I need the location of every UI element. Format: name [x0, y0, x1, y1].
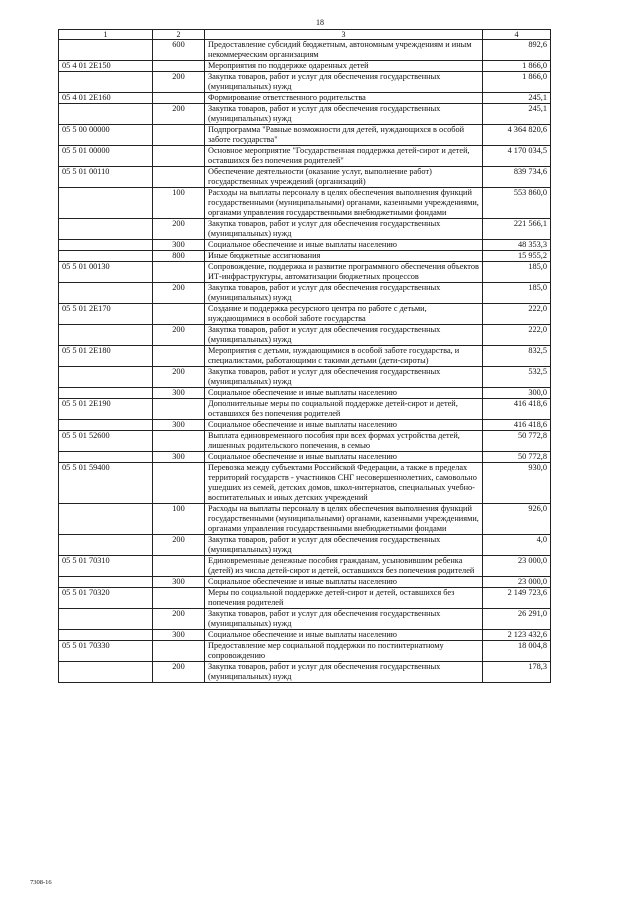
table-row — [59, 630, 551, 641]
row-description-cell: Социальное обеспечение и иные выплаты населению — [205, 577, 483, 588]
table-row — [59, 251, 551, 262]
row-amount-cell: 50 772,8 — [483, 452, 551, 463]
row-description-cell: Предоставление субсидий бюджетным, автономным учреждениям и иным некоммерческим организациям — [205, 40, 483, 61]
table-row — [59, 72, 551, 93]
row-type-cell: 800 — [153, 251, 205, 262]
row-code-cell — [59, 325, 153, 346]
row-code-cell: 05 5 01 70330 — [59, 641, 153, 662]
row-description-cell: Перевозка между субъектами Российской Федерации, а также в пределах территорий государств - участников СНГ несовершеннолетних, самовольно ушедших из семей, детских домов, школ-интернатов, специальных учебно-воспитательных и иных детских учреждений — [205, 463, 483, 504]
row-code-cell: 05 5 01 00110 — [59, 167, 153, 188]
row-code-cell — [59, 630, 153, 641]
row-type-cell: 300 — [153, 420, 205, 431]
budget-table — [58, 29, 551, 683]
row-code-cell: 05 5 01 00000 — [59, 146, 153, 167]
document-footer-code: 7308-16 — [30, 879, 52, 886]
row-type-cell — [153, 304, 205, 325]
row-code-cell: 05 5 01 70310 — [59, 556, 153, 577]
row-amount-cell: 832,5 — [483, 346, 551, 367]
row-code-cell — [59, 535, 153, 556]
row-type-cell — [153, 146, 205, 167]
row-amount-cell: 532,5 — [483, 367, 551, 388]
row-code-cell — [59, 240, 153, 251]
row-type-cell: 200 — [153, 72, 205, 93]
row-description-cell: Меры по социальной поддержке детей-сирот и детей, оставшихся без попечения родителей — [205, 588, 483, 609]
table-header-row — [59, 30, 551, 40]
row-description-cell: Обеспечение деятельности (оказание услуг, выполнение работ) государственных учреждений (организаций) — [205, 167, 483, 188]
table-row — [59, 146, 551, 167]
row-type-cell — [153, 167, 205, 188]
row-description-cell: Закупка товаров, работ и услуг для обеспечения государственных (муниципальных) нужд — [205, 609, 483, 630]
row-amount-cell: 221 566,1 — [483, 219, 551, 240]
row-type-cell: 200 — [153, 535, 205, 556]
row-code-cell — [59, 388, 153, 399]
row-type-cell — [153, 399, 205, 420]
row-description-cell: Расходы на выплаты персоналу в целях обеспечения выполнения функций государственными (муниципальными) органами, казенными учреждениями, органами управления государственными внебюджетными фондами — [205, 188, 483, 219]
table-row — [59, 399, 551, 420]
table-row — [59, 609, 551, 630]
table-row — [59, 262, 551, 283]
row-description-cell: Социальное обеспечение и иные выплаты населению — [205, 452, 483, 463]
row-code-cell — [59, 40, 153, 61]
table-row — [59, 167, 551, 188]
row-type-cell — [153, 556, 205, 577]
row-type-cell — [153, 262, 205, 283]
row-amount-cell: 839 734,6 — [483, 167, 551, 188]
row-amount-cell: 48 353,3 — [483, 240, 551, 251]
row-type-cell: 200 — [153, 367, 205, 388]
row-type-cell — [153, 588, 205, 609]
table-row — [59, 431, 551, 452]
table-row — [59, 61, 551, 72]
row-description-cell: Закупка товаров, работ и услуг для обеспечения государственных (муниципальных) нужд — [205, 219, 483, 240]
table-row — [59, 662, 551, 683]
row-description-cell: Расходы на выплаты персоналу в целях обеспечения выполнения функций государственными (муниципальными) органами, казенными учреждениями, органами управления государственными внебюджетными фондами — [205, 504, 483, 535]
row-description-cell: Единовременные денежные пособия гражданам, усыновившим ребенка (детей) из числа детей-сирот и детей, оставшихся без попечения родителей — [205, 556, 483, 577]
row-description-cell: Закупка товаров, работ и услуг для обеспечения государственных (муниципальных) нужд — [205, 72, 483, 93]
row-type-cell — [153, 463, 205, 504]
row-description-cell: Создание и поддержка ресурсного центра по работе с детьми, нуждающимися в особой заботе государства — [205, 304, 483, 325]
row-code-cell: 05 5 01 52600 — [59, 431, 153, 452]
row-amount-cell: 2 123 432,6 — [483, 630, 551, 641]
row-code-cell — [59, 219, 153, 240]
row-type-cell — [153, 61, 205, 72]
row-amount-cell: 416 418,6 — [483, 420, 551, 431]
row-code-cell — [59, 72, 153, 93]
row-code-cell — [59, 662, 153, 683]
table-row — [59, 420, 551, 431]
row-description-cell: Выплата единовременного пособия при всех формах устройства детей, лишенных родительского попечения, в семью — [205, 431, 483, 452]
row-amount-cell: 2 149 723,6 — [483, 588, 551, 609]
row-type-cell: 300 — [153, 630, 205, 641]
row-code-cell: 05 5 01 2Е180 — [59, 346, 153, 367]
table-row — [59, 188, 551, 219]
row-amount-cell: 416 418,6 — [483, 399, 551, 420]
row-description-cell: Формирование ответственного родительства — [205, 93, 483, 104]
row-amount-cell: 1 866,0 — [483, 72, 551, 93]
row-amount-cell: 222,0 — [483, 304, 551, 325]
row-code-cell: 05 5 00 00000 — [59, 125, 153, 146]
row-description-cell: Мероприятия с детьми, нуждающимися в особой заботе государства, и специалистами, работающими с такими детьми (дети-сироты) — [205, 346, 483, 367]
table-row — [59, 325, 551, 346]
row-amount-cell: 185,0 — [483, 262, 551, 283]
row-amount-cell: 930,0 — [483, 463, 551, 504]
row-code-cell — [59, 577, 153, 588]
row-type-cell: 200 — [153, 219, 205, 240]
table-row — [59, 535, 551, 556]
row-code-cell — [59, 367, 153, 388]
row-type-cell: 200 — [153, 104, 205, 125]
row-type-cell — [153, 431, 205, 452]
row-code-cell — [59, 420, 153, 431]
row-type-cell — [153, 641, 205, 662]
row-amount-cell: 26 291,0 — [483, 609, 551, 630]
row-amount-cell: 4 170 034,5 — [483, 146, 551, 167]
row-description-cell: Закупка товаров, работ и услуг для обеспечения государственных (муниципальных) нужд — [205, 662, 483, 683]
row-amount-cell: 245,1 — [483, 104, 551, 125]
table-row — [59, 577, 551, 588]
row-amount-cell: 18 004,8 — [483, 641, 551, 662]
row-type-cell: 300 — [153, 577, 205, 588]
row-type-cell — [153, 93, 205, 104]
row-type-cell: 200 — [153, 662, 205, 683]
table-row — [59, 388, 551, 399]
row-code-cell: 05 5 01 70320 — [59, 588, 153, 609]
row-description-cell: Подпрограмма "Равные возможности для детей, нуждающихся в особой заботе государства" — [205, 125, 483, 146]
row-description-cell: Закупка товаров, работ и услуг для обеспечения государственных (муниципальных) нужд — [205, 535, 483, 556]
row-type-cell — [153, 125, 205, 146]
row-description-cell: Основное мероприятие "Государственная поддержка детей-сирот и детей, оставшихся без попечения родителей" — [205, 146, 483, 167]
row-code-cell: 05 5 01 2Е170 — [59, 304, 153, 325]
row-amount-cell: 23 000,0 — [483, 577, 551, 588]
row-description-cell: Закупка товаров, работ и услуг для обеспечения государственных (муниципальных) нужд — [205, 325, 483, 346]
row-amount-cell: 4 364 820,6 — [483, 125, 551, 146]
table-row — [59, 346, 551, 367]
table-row — [59, 504, 551, 535]
row-description-cell: Сопровождение, поддержка и развитие программного обеспечения объектов ИТ-инфраструктуры, автоматизации бюджетных процессов — [205, 262, 483, 283]
row-amount-cell: 926,0 — [483, 504, 551, 535]
table-row — [59, 283, 551, 304]
page-number: 18 — [316, 18, 324, 27]
table-row — [59, 452, 551, 463]
row-amount-cell: 300,0 — [483, 388, 551, 399]
column-header: 3 — [205, 30, 483, 40]
row-code-cell: 05 5 01 2Е190 — [59, 399, 153, 420]
row-description-cell: Дополнительные меры по социальной поддержке детей-сирот и детей, оставшихся без попечения родителей — [205, 399, 483, 420]
row-amount-cell: 15 955,2 — [483, 251, 551, 262]
table-row — [59, 367, 551, 388]
table-row — [59, 125, 551, 146]
table-row — [59, 93, 551, 104]
row-amount-cell: 185,0 — [483, 283, 551, 304]
row-description-cell: Закупка товаров, работ и услуг для обеспечения государственных (муниципальных) нужд — [205, 283, 483, 304]
row-amount-cell: 222,0 — [483, 325, 551, 346]
row-type-cell: 300 — [153, 388, 205, 399]
row-code-cell — [59, 104, 153, 125]
row-type-cell: 200 — [153, 283, 205, 304]
table-row — [59, 588, 551, 609]
row-description-cell: Социальное обеспечение и иные выплаты населению — [205, 388, 483, 399]
table-row — [59, 304, 551, 325]
row-type-cell: 300 — [153, 240, 205, 251]
row-code-cell: 05 4 01 2Е150 — [59, 61, 153, 72]
row-code-cell: 05 5 01 59400 — [59, 463, 153, 504]
table-row — [59, 556, 551, 577]
row-description-cell: Мероприятия по поддержке одаренных детей — [205, 61, 483, 72]
row-code-cell — [59, 283, 153, 304]
column-header: 1 — [59, 30, 153, 40]
row-amount-cell: 23 000,0 — [483, 556, 551, 577]
row-amount-cell: 892,6 — [483, 40, 551, 61]
row-amount-cell: 553 860,0 — [483, 188, 551, 219]
table-row — [59, 641, 551, 662]
row-amount-cell: 1 866,0 — [483, 61, 551, 72]
table-row — [59, 104, 551, 125]
row-code-cell: 05 5 01 00130 — [59, 262, 153, 283]
row-description-cell: Социальное обеспечение и иные выплаты населению — [205, 240, 483, 251]
row-type-cell: 100 — [153, 504, 205, 535]
row-code-cell — [59, 504, 153, 535]
row-code-cell — [59, 609, 153, 630]
table-row — [59, 463, 551, 504]
table-row — [59, 40, 551, 61]
row-type-cell: 100 — [153, 188, 205, 219]
row-description-cell: Иные бюджетные ассигнования — [205, 251, 483, 262]
row-amount-cell: 245,1 — [483, 93, 551, 104]
row-description-cell: Закупка товаров, работ и услуг для обеспечения государственных (муниципальных) нужд — [205, 104, 483, 125]
column-header: 4 — [483, 30, 551, 40]
table-row — [59, 240, 551, 251]
row-code-cell — [59, 188, 153, 219]
row-description-cell: Социальное обеспечение и иные выплаты населению — [205, 420, 483, 431]
row-type-cell: 300 — [153, 452, 205, 463]
row-amount-cell: 4,0 — [483, 535, 551, 556]
row-amount-cell: 50 772,8 — [483, 431, 551, 452]
row-description-cell: Предоставление мер социальной поддержки по постинтернатному сопровождению — [205, 641, 483, 662]
row-code-cell — [59, 452, 153, 463]
row-description-cell: Социальное обеспечение и иные выплаты населению — [205, 630, 483, 641]
row-amount-cell: 178,3 — [483, 662, 551, 683]
row-type-cell: 200 — [153, 325, 205, 346]
row-code-cell — [59, 251, 153, 262]
row-type-cell: 600 — [153, 40, 205, 61]
row-type-cell: 200 — [153, 609, 205, 630]
row-type-cell — [153, 346, 205, 367]
column-header: 2 — [153, 30, 205, 40]
table-row — [59, 219, 551, 240]
row-code-cell: 05 4 01 2Е160 — [59, 93, 153, 104]
row-description-cell: Закупка товаров, работ и услуг для обеспечения государственных (муниципальных) нужд — [205, 367, 483, 388]
